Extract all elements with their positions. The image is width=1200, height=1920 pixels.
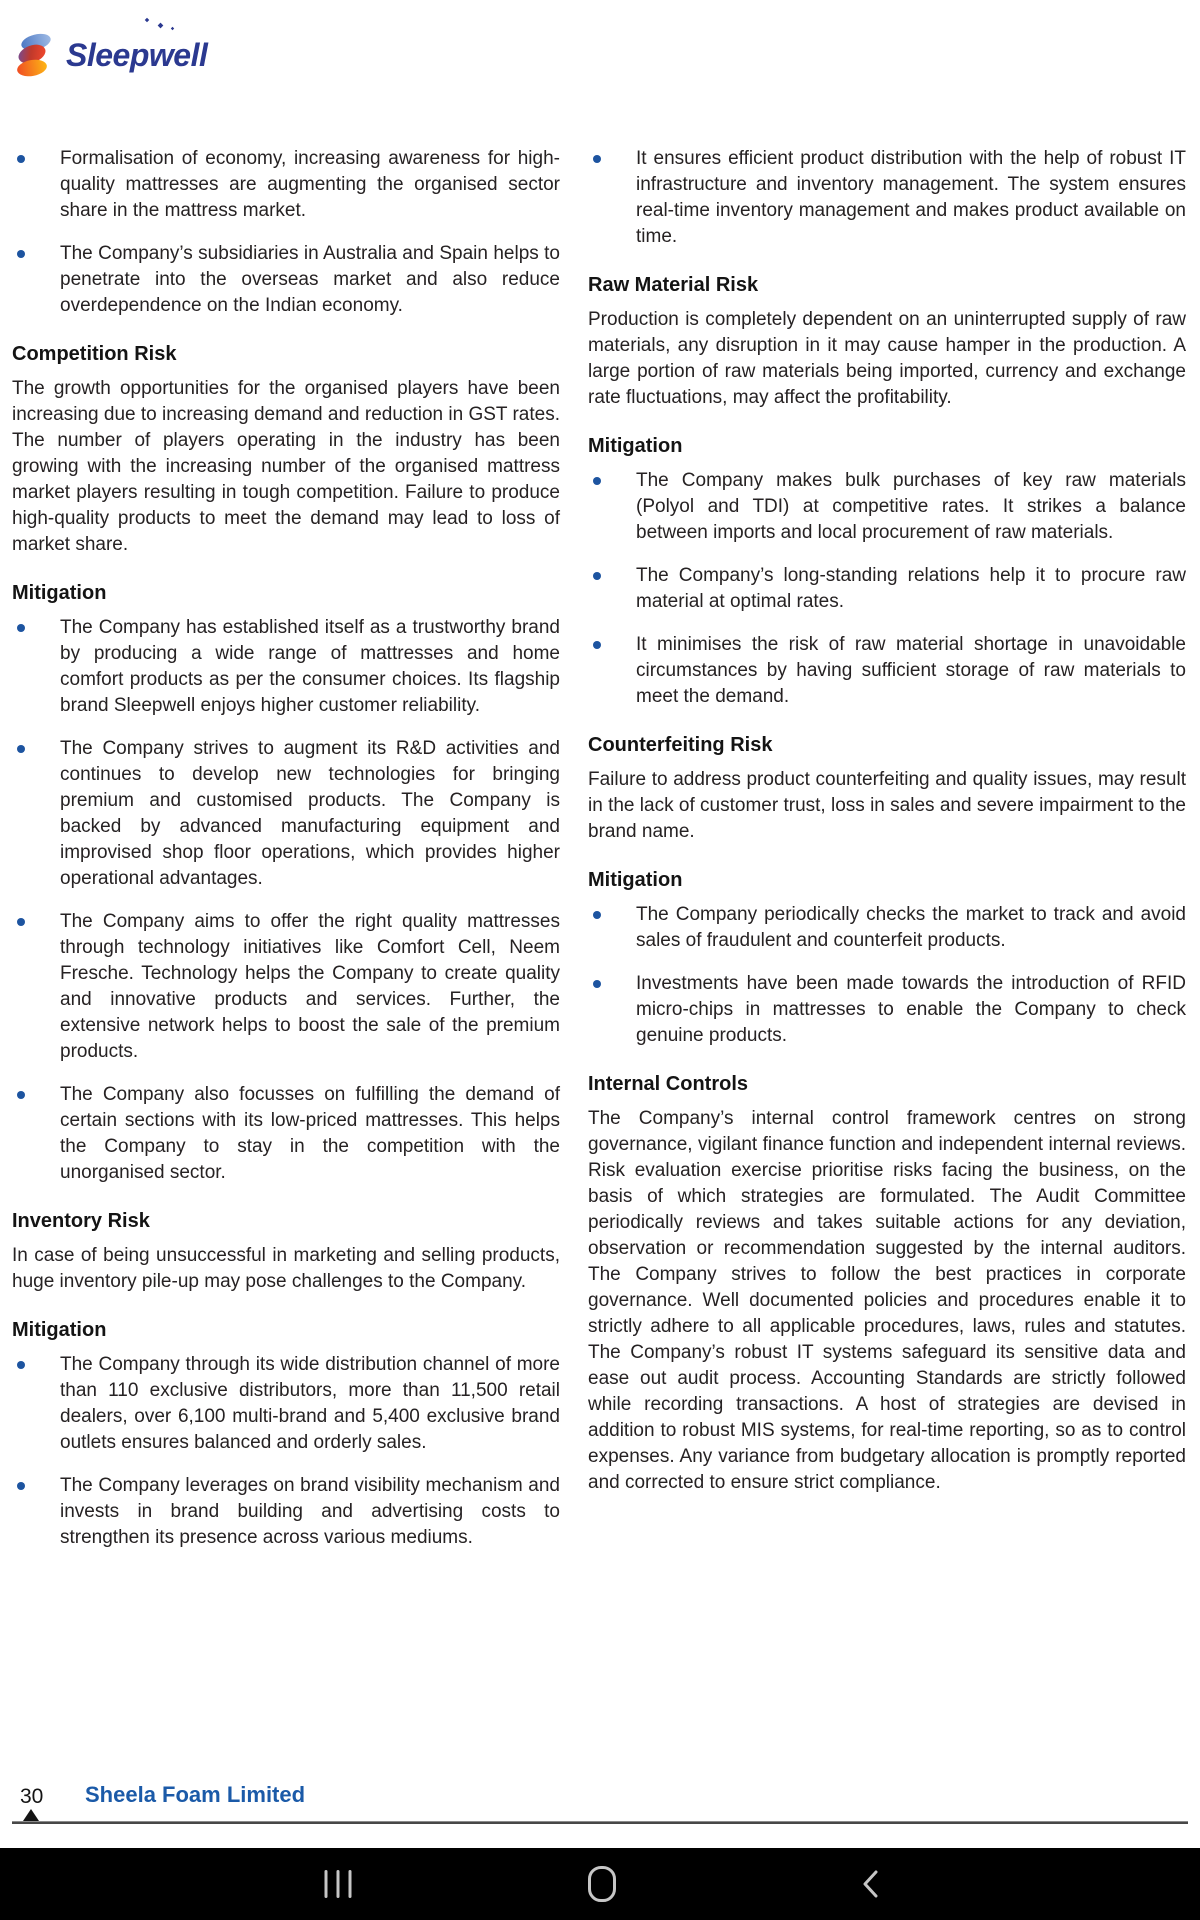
section-heading: Mitigation xyxy=(12,1319,107,1341)
bullet-text: The Company aims to offer the right quality mattresses through technology initiatives like Comfort Cell, Neem Fresche. Technology helps the Company to create quality and innovative products and services. Further, the extensive network helps to boost the sale of the premium products. xyxy=(60,911,560,1062)
footer-company-name: Sheela Foam Limited xyxy=(85,1782,306,1807)
footer-divider xyxy=(12,1821,1188,1824)
bullet-item xyxy=(12,1352,560,1456)
sleepwell-logo xyxy=(17,32,207,78)
bullet-text: Formalisation of economy, increasing awareness for high-quality mattresses are augmenting the organised sector share in the mattress market. xyxy=(60,148,560,221)
right-column xyxy=(588,146,1186,1568)
bullet-text: The Company makes bulk purchases of key raw materials (Polyol and TDI) at competitive rates. It strikes a balance between imports and local procurement of raw materials. xyxy=(636,470,1186,543)
bullet-icon xyxy=(593,477,601,485)
bullet-item xyxy=(588,146,1186,250)
bullet-text: The Company through its wide distribution channel of more than 110 exclusive distributors, more than 11,500 retail dealers, over 6,100 multi-brand and 5,400 exclusive brand outlets ensures balanced and orderly sales. xyxy=(60,1354,560,1453)
page-marker-triangle-icon xyxy=(23,1809,39,1821)
paragraph: The growth opportunities for the organised players have been increasing due to increasing demand and reduction in GST rates. The number of players operating in the industry has been growing with the increasing number of the organised mattress market players resulting in tough competition. Failure to produce high-quality products to meet the demand may lead to loss of market share. xyxy=(12,378,560,555)
bullet-icon xyxy=(593,980,601,988)
bullet-item xyxy=(12,1473,560,1551)
bullet-icon xyxy=(593,155,601,163)
home-icon[interactable] xyxy=(588,1866,616,1902)
recents-icon[interactable] xyxy=(325,1870,352,1898)
bullet-text: Investments have been made towards the introduction of RFID micro-chips in mattresses to enable the Company to check genuine products. xyxy=(636,973,1186,1046)
back-icon[interactable] xyxy=(862,1869,878,1899)
bullet-item xyxy=(12,146,560,224)
bullet-icon xyxy=(17,1361,25,1369)
bullet-item xyxy=(12,909,560,1065)
section-heading: Inventory Risk xyxy=(12,1210,150,1232)
android-navigation-bar xyxy=(0,1848,1200,1920)
sparkle-icon xyxy=(145,18,150,23)
bullet-item xyxy=(588,468,1186,546)
bullet-icon xyxy=(17,250,25,258)
section-heading: Raw Material Risk xyxy=(588,274,759,296)
bullet-item xyxy=(12,736,560,892)
bullet-text: The Company strives to augment its R&D activities and continues to develop new technologies for bringing premium and customised products. The Company is backed by advanced manufacturing equipment and improvised shop floor operations, which provides higher operational advantages. xyxy=(60,738,560,889)
recents-bar xyxy=(349,1870,352,1898)
bullet-text: The Company periodically checks the market to track and avoid sales of fraudulent and counterfeit products. xyxy=(636,904,1186,951)
bullet-item xyxy=(588,632,1186,710)
bullet-item xyxy=(588,971,1186,1049)
sleepwell-s-icon xyxy=(17,32,51,78)
document-body xyxy=(12,146,1188,1568)
recents-bar xyxy=(337,1870,340,1898)
sparkle-icon xyxy=(158,23,164,29)
paragraph: The Company’s internal control framework centres on strong governance, vigilant finance function and independent internal reviews. Risk evaluation exercise prioritise risks facing the business, on the basis of which strategies are formulated. The Audit Committee periodically reviews and takes suitable actions for any deviation, observation or recommendation suggested by the internal auditors. The Company strives to follow the best practices in corporate governance. Well documented policies and procedures enable it to strictly adhere to all applicable procedures, laws, rules and statutes. The Company’s robust IT systems safeguard its sensitive data and ease out audit process. Accounting Standards are strictly followed while recording transactions. A host of strategies are devised in addition to robust MIS systems, for real-time reporting, so as to control expenses. Any variance from budgetary allocation is promptly reported and corrected to ensure strict compliance. xyxy=(588,1108,1186,1493)
section-heading: Internal Controls xyxy=(588,1073,749,1095)
bullet-text: The Company also focusses on fulfilling the demand of certain sections with its low-priced mattresses. This helps the Company to stay in the competition with the unorganised sector. xyxy=(60,1084,560,1183)
section-heading: Mitigation xyxy=(12,582,107,604)
bullet-icon xyxy=(593,641,601,649)
bullet-icon xyxy=(593,911,601,919)
bullet-icon xyxy=(593,572,601,580)
bullet-icon xyxy=(17,624,25,632)
paragraph: Failure to address product counterfeiting and quality issues, may result in the lack of customer trust, loss in sales and severe impairment to the brand name. xyxy=(588,769,1186,842)
bullet-item xyxy=(12,241,560,319)
bullet-text: The Company’s long-standing relations help it to procure raw material at optimal rates. xyxy=(636,565,1186,612)
paragraph: In case of being unsuccessful in marketing and selling products, huge inventory pile-up may pose challenges to the Company. xyxy=(12,1245,560,1292)
section-heading: Mitigation xyxy=(588,869,683,891)
left-column xyxy=(12,146,560,1568)
bullet-icon xyxy=(17,155,25,163)
sparkle-icon xyxy=(171,27,174,30)
bullet-icon xyxy=(17,745,25,753)
bullet-text: It minimises the risk of raw material shortage in unavoidable circumstances by having sufficient storage of raw materials to meet the demand. xyxy=(636,634,1186,707)
bullet-text: It ensures efficient product distribution with the help of robust IT infrastructure and inventory management. The system ensures real-time inventory management and makes product available on time. xyxy=(636,148,1186,247)
bullet-item xyxy=(588,902,1186,954)
bullet-icon xyxy=(17,1091,25,1099)
paragraph: Production is completely dependent on an uninterrupted supply of raw materials, any disruption in it may cause hamper in the production. A large portion of raw materials being imported, currency and exchange rate fluctuations, may affect the profitability. xyxy=(588,309,1186,408)
page-number: 30 xyxy=(20,1785,44,1808)
bullet-icon xyxy=(17,918,25,926)
section-heading: Counterfeiting Risk xyxy=(588,734,773,756)
section-heading: Competition Risk xyxy=(12,343,177,365)
section-heading: Mitigation xyxy=(588,435,683,457)
recents-bar xyxy=(325,1870,328,1898)
bullet-text: The Company’s subsidiaries in Australia and Spain helps to penetrate into the overseas market and also reduce overdependence on the Indian economy. xyxy=(60,243,560,316)
bullet-text: The Company leverages on brand visibility mechanism and invests in brand building and advertising costs to strengthen its presence across various mediums. xyxy=(60,1475,560,1548)
logo-wordmark: Sleepwell xyxy=(66,37,208,73)
bullet-text: The Company has established itself as a trustworthy brand by producing a wide range of mattresses and home comfort products as per the consumer choices. Its flagship brand Sleepwell enjoys higher customer reliability. xyxy=(60,617,560,716)
bullet-item xyxy=(12,615,560,719)
bullet-item xyxy=(588,563,1186,615)
bullet-icon xyxy=(17,1482,25,1490)
bullet-item xyxy=(12,1082,560,1186)
